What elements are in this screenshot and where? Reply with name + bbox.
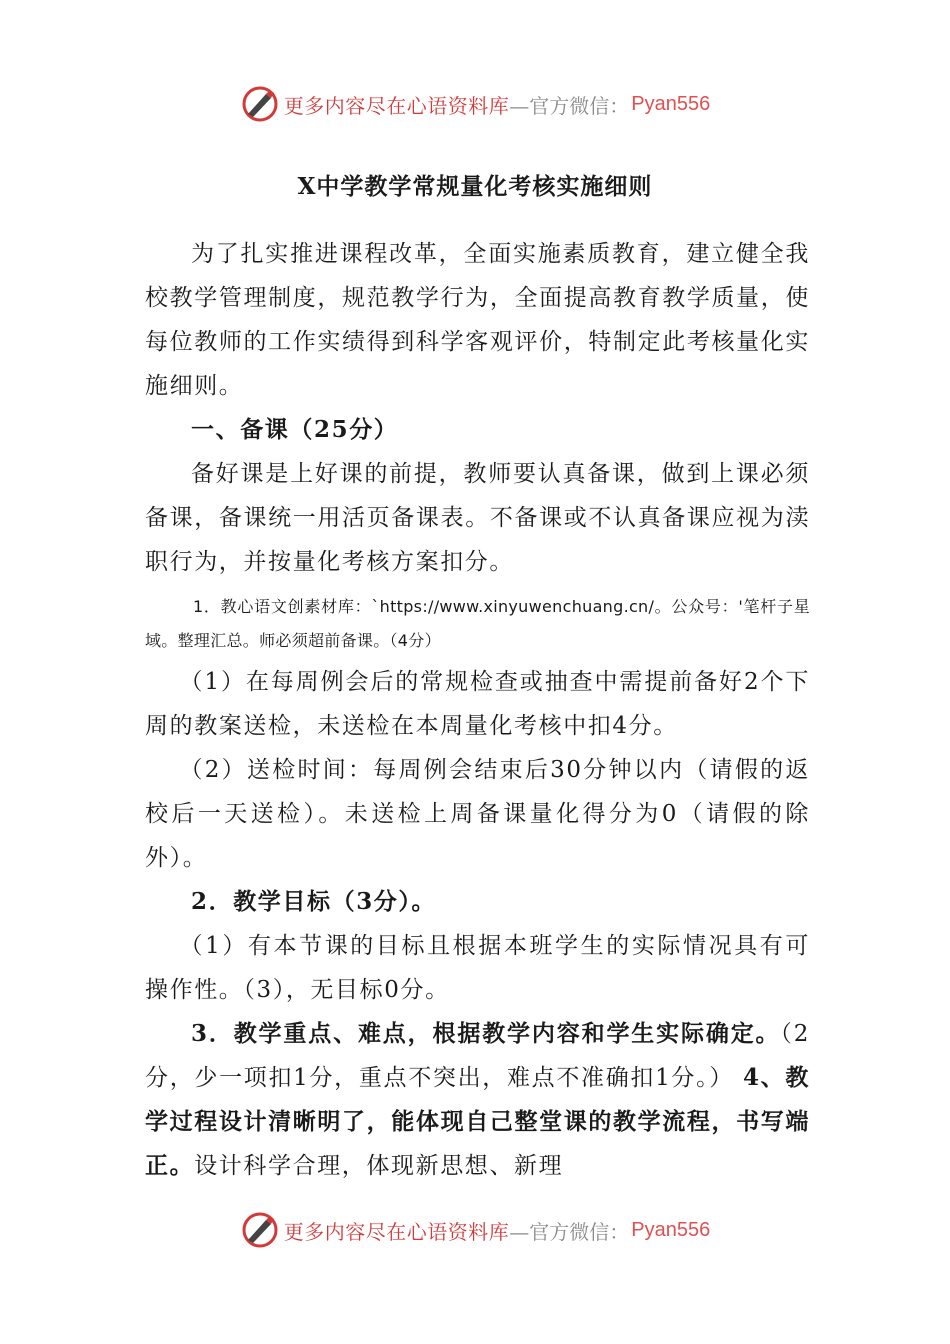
watermark-gray-text: —官方微信： [509,1219,630,1244]
watermark-id-text: Pyan556 [631,1218,711,1241]
document-title: X中学教学常规量化考核实施细则 [297,173,653,200]
paragraph-keypoints [145,1012,810,1188]
watermark-banner-bottom [0,1208,950,1252]
watermark-red-text: 更多内容尽在心语资料库 [283,93,510,118]
pen-logo-icon [240,1210,280,1250]
paragraph-prep: 备好课是上好课的前提，教师要认真备课，做到上课必须备课，备课统一用活页备课表。不备课或不认真备课应视为渎职行为，并按量化考核方案扣分。 [145,461,810,575]
document-body [145,232,810,1188]
watermark-gray-text: —官方微信： [509,93,630,118]
process-heading: 4、教学过程设计清晰明了，能体现自己整堂课的教学流程，书写端正。 [145,1064,810,1179]
intro-paragraph: 为了扎实推进课程改革，全面实施素质教育，建立健全我校教学管理制度，规范教学行为，全面提高教育教学质量，使每位教师的工作实绩得到科学客观评价，特制定此考核量化实施细则。 [145,241,810,399]
paragraph-item-1: （1）在每周例会后的常规检查或抽查中需提前备好2个下周的教案送检，未送检在本周量化考核中扣4分。 [145,669,810,739]
watermark-red-text: 更多内容尽在心语资料库 [283,1219,510,1244]
keypoints-detail: （2分，少一项扣1分，重点不突出，难点不准确扣1分。） [145,1021,810,1091]
section-heading-1: 一、备课（25分） [191,416,399,443]
paragraph-item-2: （2）送检时间：每周例会结束后30分钟以内（请假的返校后一天送检）。未送检上周备课量化得分为0（请假的除外）。 [145,757,810,871]
pen-logo-icon [240,84,280,124]
paragraph-source-note: 1．教心语文创素材库：`https://www.xinyuwenchuang.cn/。公众号：'笔杆子星域。整理汇总。师必须超前备课。（4分） [145,597,810,650]
section-heading-2: 2．教学目标（3分）。 [191,888,437,915]
watermark-banner-top [0,82,950,126]
watermark-id-text: Pyan556 [631,92,711,115]
paragraph-goal: （1）有本节课的目标且根据本班学生的实际情况具有可操作性。（3），无目标0分。 [145,933,810,1003]
process-detail: 设计科学合理，体现新思想、新理 [194,1153,564,1179]
keypoints-heading: 3．教学重点、难点，根据教学内容和学生实际确定。 [191,1020,781,1047]
